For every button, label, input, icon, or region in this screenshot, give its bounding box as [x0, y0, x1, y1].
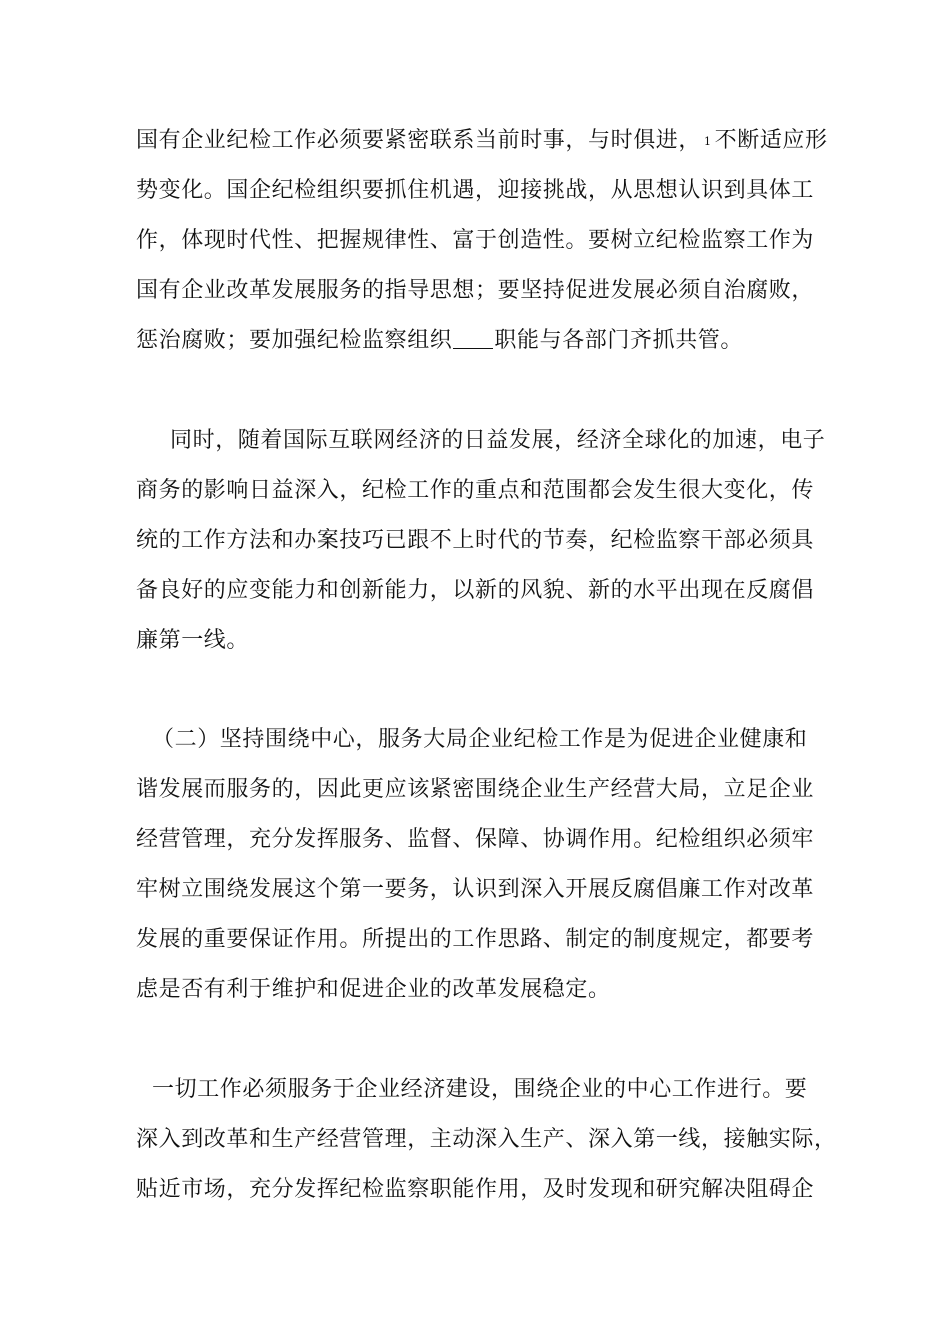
paragraph-2-line-1: 同时，随着国际互联网经济的日益发展，经济全球化的加速，电子 [170, 428, 826, 453]
paragraph-3-line-2: 谐发展而服务的，因此更应该紧密围绕企业生产经营大局，立足企业 [136, 777, 815, 802]
paragraph-4-line-2: 深入到改革和生产经营管理，主动深入生产、深入第一线，接触实际， [136, 1127, 837, 1152]
paragraph-3-line-3: 经营管理，充分发挥服务、监督、保障、协调作用。纪检组织必须牢 [136, 827, 815, 852]
paragraph-1-line-5 [136, 328, 826, 354]
paragraph-3-line-5: 发展的重要保证作用。所提出的工作思路、制定的制度规定，都要考 [136, 927, 815, 952]
paragraph-4-line-3: 贴近市场，充分发挥纪检监察职能作用，及时发现和研究解决阻碍企 [136, 1177, 815, 1202]
paragraph-3-line-6: 虑是否有利于维护和促进企业的改革发展稳定。 [136, 977, 611, 1002]
paragraph-1-line-5-text-a: 惩治腐败；要加强纪检监察组织 [136, 328, 453, 353]
paragraph-1-line-1 [136, 128, 826, 155]
fill-in-blank [453, 330, 493, 349]
paragraph-1-line-2: 势变化。国企纪检组织要抓住机遇，迎接挑战，从思想认识到具体工 [136, 178, 815, 203]
paragraph-3-line-1: （二）坚持围绕中心，服务大局企业纪检工作是为促进企业健康和 [152, 727, 808, 752]
footnote-mark: 1 [704, 135, 712, 148]
paragraph-2-line-2: 商务的影响日益深入，纪检工作的重点和范围都会发生很大变化，传 [136, 478, 815, 503]
paragraph-1-line-1-text-b: 不断适应形 [714, 128, 828, 153]
paragraph-1-line-3: 作，体现时代性、把握规律性、富于创造性。要树立纪检监察工作为 [136, 228, 815, 253]
paragraph-4-line-1: 一切工作必须服务于企业经济建设，围绕企业的中心工作进行。要 [152, 1077, 808, 1102]
paragraph-1-line-5-text-b: 职能与各部门齐抓共管。 [494, 328, 744, 353]
paragraph-2-line-5: 廉第一线。 [136, 628, 250, 653]
paragraph-1-line-4: 国有企业改革发展服务的指导思想；要坚持促进发展必须自治腐败， [136, 278, 815, 303]
paragraph-2-line-4: 备良好的应变能力和创新能力，以新的风貌、新的水平出现在反腐倡 [136, 578, 815, 603]
paragraph-3-line-4: 牢树立围绕发展这个第一要务，认识到深入开展反腐倡廉工作对改革 [136, 877, 815, 902]
paragraph-2-line-3: 统的工作方法和办案技巧已跟不上时代的节奏，纪检监察干部必须具 [136, 528, 815, 553]
paragraph-1-line-1-text-a: 国有企业纪检工作必须要紧密联系当前时事，与时俱进， [136, 128, 702, 153]
